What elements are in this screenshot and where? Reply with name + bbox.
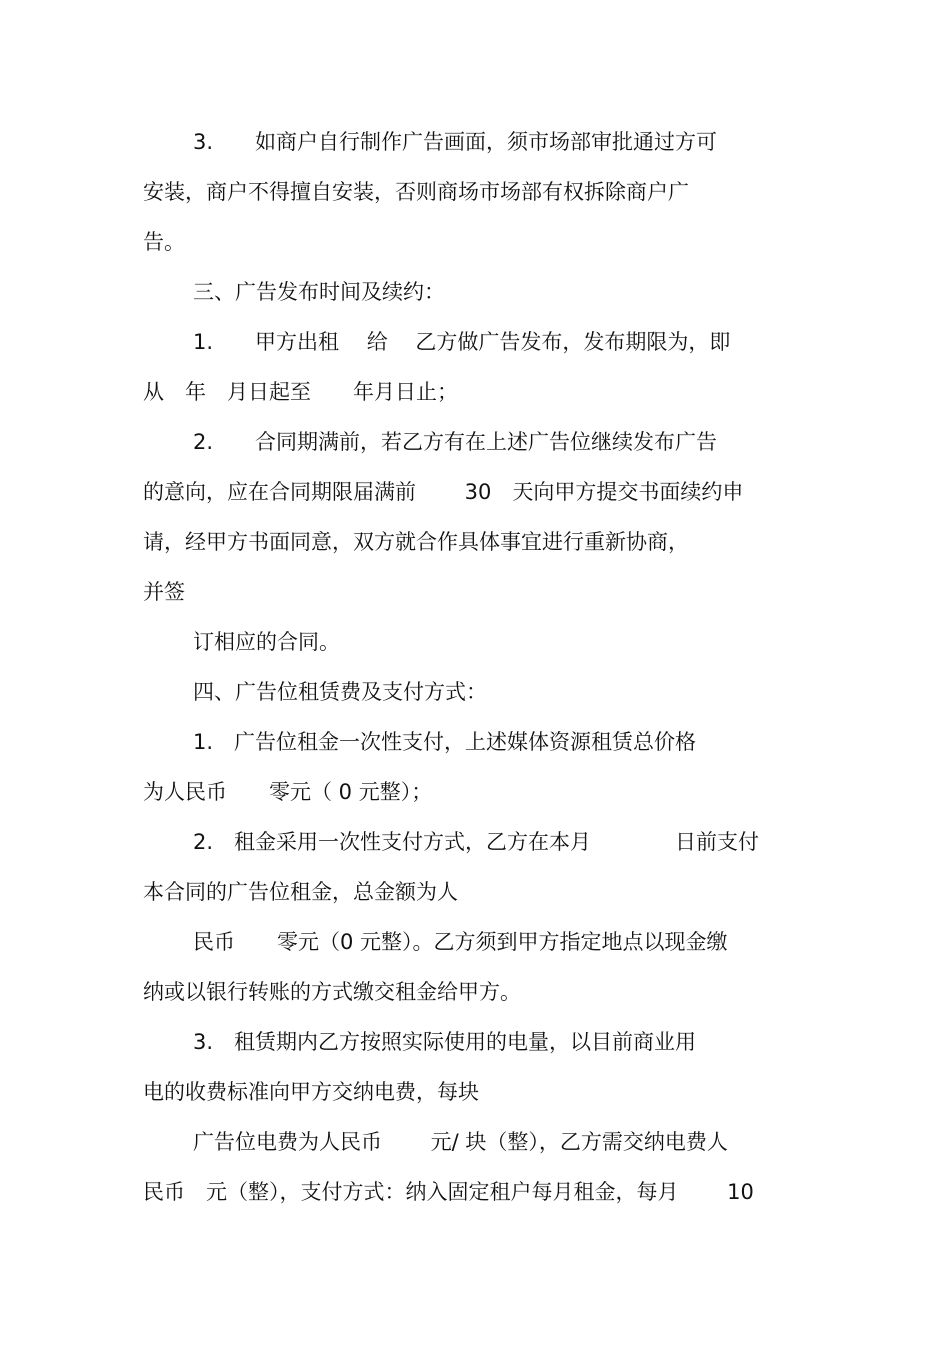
text-line: 1. 广告位租金一次性支付，上述媒体资源租赁总价格 bbox=[193, 730, 697, 754]
text-line: 为人民币 零元（ 0 元整）； bbox=[143, 780, 433, 804]
text-line: 并签 bbox=[143, 580, 185, 604]
text-line: 纳或以银行转账的方式缴交租金给甲方。 bbox=[143, 980, 521, 1004]
text-line: 安装，商户不得擅自安装，否则商场市场部有权拆除商户广 bbox=[143, 180, 689, 204]
section-heading: 四、广告位租赁费及支付方式： bbox=[193, 680, 487, 704]
text-line: 2. 租金采用一次性支付方式，乙方在本月 日前支付 bbox=[193, 830, 760, 854]
section-heading: 三、广告发布时间及续约： bbox=[193, 280, 445, 304]
text-line: 请，经甲方书面同意，双方就合作具体事宜进行重新协商， bbox=[143, 530, 689, 554]
text-line: 3. 租赁期内乙方按照实际使用的电量，以目前商业用 bbox=[193, 1030, 697, 1054]
text-line: 电的收费标准向甲方交纳电费，每块 bbox=[143, 1080, 479, 1104]
text-line: 1. 甲方出租 给 乙方做广告发布，发布期限为，即 bbox=[193, 330, 731, 354]
text-line: 3. 如商户自行制作广告画面，须市场部审批通过方可 bbox=[193, 130, 718, 154]
text-line: 2. 合同期满前，若乙方有在上述广告位继续发布广告 bbox=[193, 430, 718, 454]
text-line: 民币 元（整），支付方式：纳入固定租户每月租金，每月 10 bbox=[143, 1180, 754, 1204]
text-line: 告。 bbox=[143, 230, 185, 254]
text-line: 订相应的合同。 bbox=[193, 630, 340, 654]
text-line: 从 年 月日起至 年月日止； bbox=[143, 380, 458, 404]
text-line: 本合同的广告位租金，总金额为人 bbox=[143, 880, 458, 904]
text-line: 民币 零元（0 元整）。乙方须到甲方指定地点以现金缴 bbox=[193, 930, 728, 954]
text-line: 的意向，应在合同期限届满前 30 天向甲方提交书面续约申 bbox=[143, 480, 744, 504]
text-line: 广告位电费为人民币 元/ 块（整），乙方需交纳电费人 bbox=[193, 1130, 728, 1154]
